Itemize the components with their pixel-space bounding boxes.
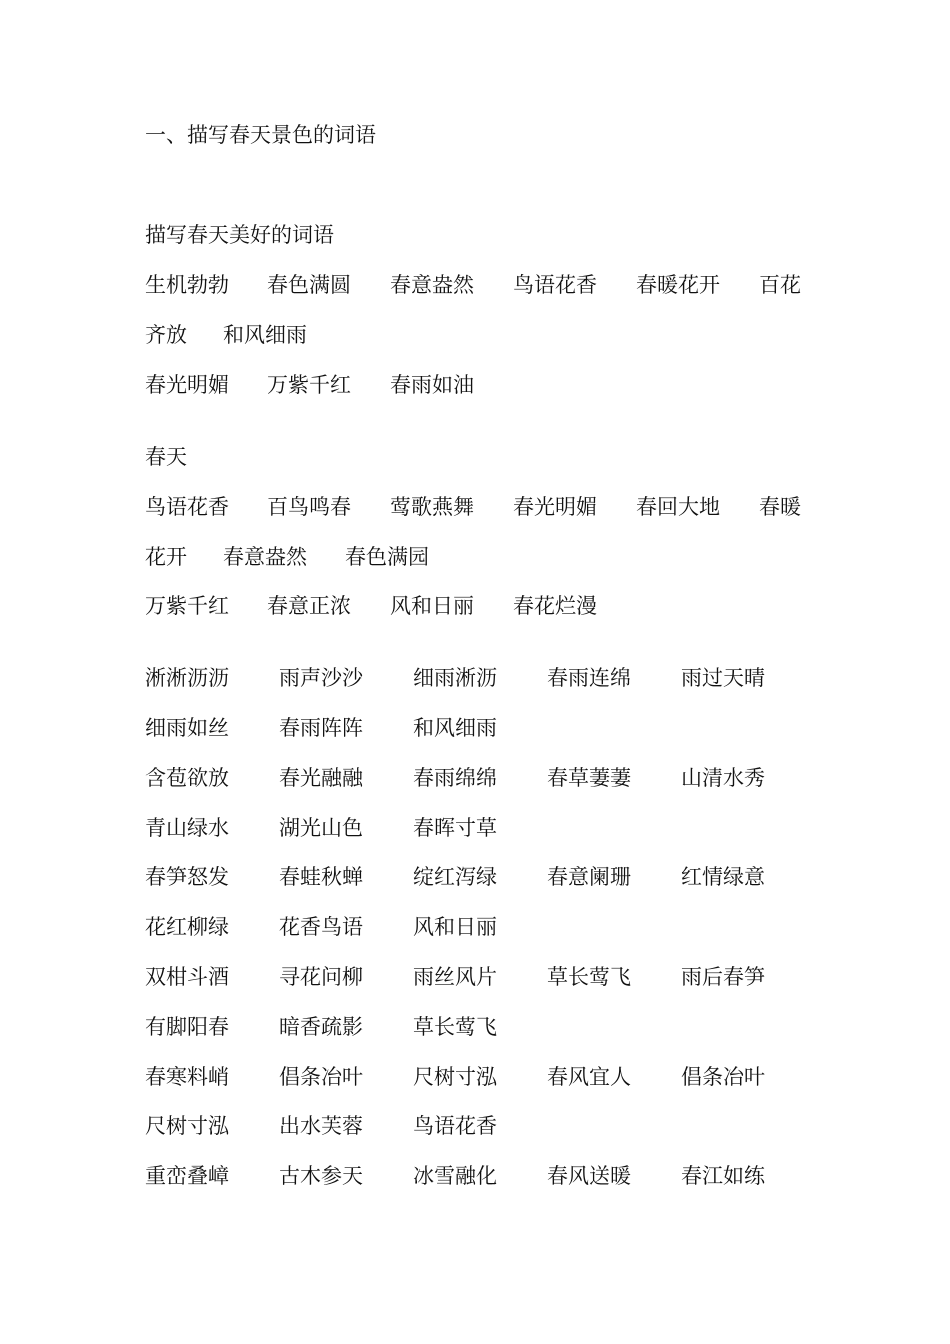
word: 湖光山色 (279, 816, 363, 840)
word: 细雨如丝 (145, 716, 229, 740)
word: 春光融融 (279, 766, 363, 790)
document-title: 一、描写春天景色的词语 (145, 123, 376, 147)
word: 花香鸟语 (279, 915, 363, 939)
section-heading-2: 春天 (145, 445, 187, 469)
word: 万紫千红 (145, 594, 229, 618)
word: 倡条冶叶 (681, 1065, 765, 1089)
word: 重峦叠嶂 (145, 1164, 229, 1188)
word: 倡条冶叶 (279, 1065, 363, 1089)
word: 春风宜人 (547, 1065, 631, 1089)
word: 春色满园 (345, 545, 429, 569)
word: 双柑斗酒 (145, 965, 229, 989)
word: 春雨阵阵 (279, 716, 363, 740)
word: 青山绿水 (145, 816, 229, 840)
word: 百花 (759, 273, 801, 297)
word: 雨过天晴 (681, 666, 765, 690)
word: 春雨如油 (390, 373, 474, 397)
word: 含苞欲放 (145, 766, 229, 790)
word: 春意阑珊 (547, 865, 631, 889)
word: 春意盎然 (390, 273, 474, 297)
word: 春意正浓 (267, 594, 351, 618)
word: 雨丝风片 (413, 965, 497, 989)
word: 山清水秀 (681, 766, 765, 790)
word: 有脚阳春 (145, 1015, 229, 1039)
word: 春晖寸草 (413, 816, 497, 840)
word: 尺树寸泓 (145, 1114, 229, 1138)
word: 尺树寸泓 (413, 1065, 497, 1089)
word: 春暖花开 (636, 273, 720, 297)
word: 春蛙秋蝉 (279, 865, 363, 889)
word: 春暖 (759, 495, 801, 519)
word: 万紫千红 (267, 373, 351, 397)
word: 草长莺飞 (547, 965, 631, 989)
word: 春风送暖 (547, 1164, 631, 1188)
word: 雨后春笋 (681, 965, 765, 989)
word: 和风细雨 (223, 323, 307, 347)
word: 鸟语花香 (145, 495, 229, 519)
word: 春草萋萋 (547, 766, 631, 790)
word: 绽红泻绿 (413, 865, 497, 889)
word: 冰雪融化 (413, 1164, 497, 1188)
word: 古木参天 (279, 1164, 363, 1188)
word: 花红柳绿 (145, 915, 229, 939)
word: 风和日丽 (413, 915, 497, 939)
word: 春江如练 (681, 1164, 765, 1188)
word: 春花烂漫 (513, 594, 597, 618)
word: 暗香疏影 (279, 1015, 363, 1039)
word: 和风细雨 (413, 716, 497, 740)
word: 花开 (145, 545, 187, 569)
word: 百鸟鸣春 (267, 495, 351, 519)
word: 红情绿意 (681, 865, 765, 889)
word: 春回大地 (636, 495, 720, 519)
word: 寻花问柳 (279, 965, 363, 989)
word: 雨声沙沙 (279, 666, 363, 690)
word: 春雨连绵 (547, 666, 631, 690)
word: 春寒料峭 (145, 1065, 229, 1089)
word: 莺歌燕舞 (390, 495, 474, 519)
word: 风和日丽 (390, 594, 474, 618)
word: 春光明媚 (145, 373, 229, 397)
word: 鸟语花香 (413, 1114, 497, 1138)
word: 春笋怒发 (145, 865, 229, 889)
word: 春色满圆 (267, 273, 351, 297)
word: 细雨淅沥 (413, 666, 497, 690)
word: 出水芙蓉 (279, 1114, 363, 1138)
word: 春光明媚 (513, 495, 597, 519)
word: 草长莺飞 (413, 1015, 497, 1039)
word: 齐放 (145, 323, 187, 347)
section-heading-1: 描写春天美好的词语 (145, 223, 334, 247)
word: 春雨绵绵 (413, 766, 497, 790)
word: 淅淅沥沥 (145, 666, 229, 690)
word: 鸟语花香 (513, 273, 597, 297)
word: 生机勃勃 (145, 273, 229, 297)
word: 春意盎然 (223, 545, 307, 569)
